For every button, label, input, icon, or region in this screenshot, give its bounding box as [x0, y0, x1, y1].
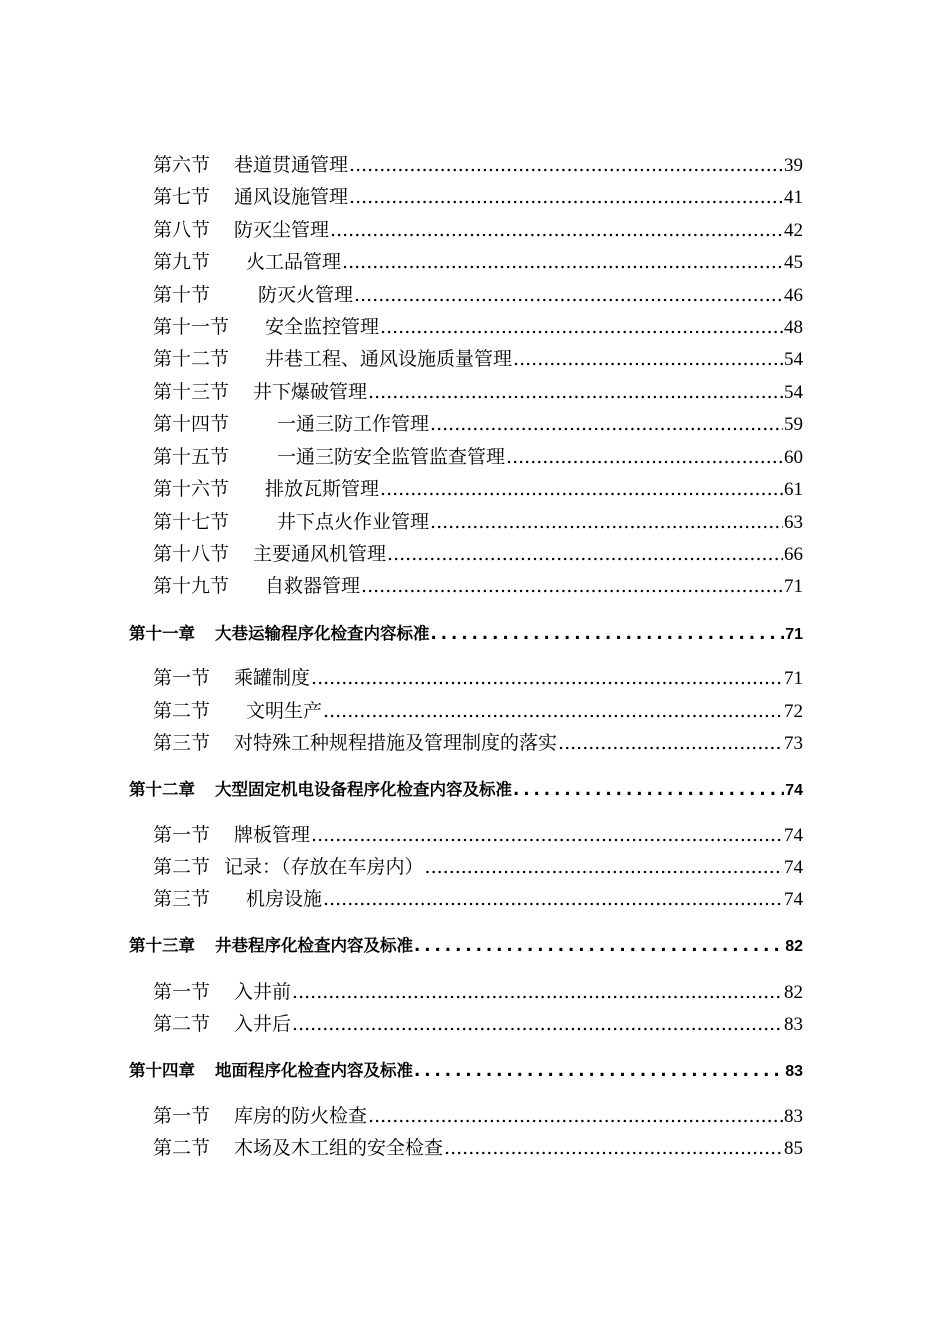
- toc-entry-number: 第二节: [153, 1013, 211, 1035]
- toc-chapter-page: 82: [785, 938, 803, 955]
- toc-dot-leader: [444, 1135, 783, 1161]
- toc-dot-leader: [354, 282, 783, 308]
- toc-entry-title: 乘罐制度: [234, 667, 311, 689]
- toc-chapter-page: 74: [785, 782, 803, 799]
- toc-chapter-entry[interactable]: [129, 777, 803, 803]
- toc-entry-title: 木场及木工组的安全检查: [234, 1137, 444, 1159]
- toc-entry[interactable]: [153, 346, 803, 372]
- toc-entry-title: 一通三防安全监管监查管理: [277, 446, 506, 468]
- toc-entry-number: 第十三节: [153, 381, 230, 403]
- toc-dot-leader: [292, 979, 783, 1005]
- toc-dot-leader: [292, 1011, 783, 1037]
- toc-entry[interactable]: [153, 282, 803, 308]
- toc-entry[interactable]: [153, 314, 803, 340]
- toc-entry-number: 第一节: [153, 981, 211, 1003]
- toc-entry-number: 第六节: [153, 154, 211, 176]
- toc-entry-page: 41: [784, 187, 803, 208]
- toc-chapter-number: 第十四章: [129, 1061, 195, 1080]
- toc-entry-page: 45: [784, 252, 803, 273]
- toc-entry-page: 61: [784, 479, 803, 500]
- toc-entry[interactable]: [153, 184, 803, 210]
- toc-chapter-title: 大巷运输程序化检查内容标准: [215, 624, 430, 643]
- toc-entry-number: 第九节: [153, 251, 211, 273]
- toc-entry-page: 54: [784, 349, 803, 370]
- toc-entry-page: 66: [784, 544, 803, 565]
- toc-entry-title: 防灭火管理: [258, 284, 354, 306]
- toc-entry-page: 85: [784, 1138, 803, 1159]
- toc-entry-page: 46: [784, 285, 803, 306]
- toc-dot-leader: [349, 152, 783, 178]
- toc-dot-leader: [425, 854, 783, 880]
- toc-entry-page: 74: [784, 889, 803, 910]
- toc-entry-title: 一通三防工作管理: [277, 413, 430, 435]
- toc-chapter-title: 大型固定机电设备程序化检查内容及标准: [215, 780, 512, 799]
- toc-dot-leader: [430, 509, 783, 535]
- toc-entry-title: 防灭尘管理: [234, 219, 330, 241]
- toc-entry-number: 第三节: [153, 888, 211, 910]
- toc-entry-page: 54: [784, 382, 803, 403]
- toc-entry-number: 第七节: [153, 186, 211, 208]
- toc-dot-leader: [513, 777, 784, 803]
- toc-dot-leader: [380, 314, 783, 340]
- toc-entry-title: 记录：（存放在车房内）: [224, 856, 424, 878]
- toc-chapter-number: 第十一章: [129, 624, 195, 643]
- toc-entry-page: 71: [784, 576, 803, 597]
- toc-dot-leader: [513, 346, 783, 372]
- toc-entry-number: 第八节: [153, 219, 211, 241]
- toc-entry-number: 第十节: [153, 284, 211, 306]
- toc-dot-leader: [323, 698, 783, 724]
- toc-entry-title: 巷道贯通管理: [234, 154, 349, 176]
- toc-dot-leader: [387, 541, 783, 567]
- toc-entry-number: 第一节: [153, 667, 211, 689]
- toc-entry-page: 59: [784, 414, 803, 435]
- toc-chapter-number: 第十三章: [129, 936, 195, 955]
- toc-dot-leader: [368, 379, 783, 405]
- toc-entry-page: 60: [784, 447, 803, 468]
- toc-entry-title: 主要通风机管理: [253, 543, 387, 565]
- toc-entry-number: 第一节: [153, 1105, 211, 1127]
- toc-chapter-number: 第十二章: [129, 780, 195, 799]
- toc-entry-title: 对特殊工种规程措施及管理制度的落实: [234, 732, 558, 754]
- toc-entry-number: 第十五节: [153, 446, 230, 468]
- toc-entry-title: 牌板管理: [234, 824, 311, 846]
- toc-dot-leader: [342, 249, 783, 275]
- toc-dot-leader: [430, 411, 783, 437]
- toc-entry-page: 48: [784, 317, 803, 338]
- toc-entry[interactable]: [153, 822, 803, 848]
- toc-entry-title: 安全监控管理: [265, 316, 380, 338]
- toc-dot-leader: [414, 1058, 784, 1084]
- toc-entry[interactable]: [153, 698, 803, 724]
- toc-entry-title: 入井前: [234, 981, 292, 1003]
- toc-entry-title: 自救器管理: [265, 575, 361, 597]
- toc-entry[interactable]: [153, 541, 803, 567]
- toc-entry-number: 第十四节: [153, 413, 230, 435]
- toc-entry-title: 通风设施管理: [234, 186, 349, 208]
- toc-entry[interactable]: [153, 1135, 803, 1161]
- toc-dot-leader: [558, 730, 783, 756]
- toc-dot-leader: [311, 822, 783, 848]
- toc-entry-number: 第十八节: [153, 543, 230, 565]
- toc-entry-page: 83: [784, 1014, 803, 1035]
- toc-entry[interactable]: [153, 509, 803, 535]
- toc-dot-leader: [311, 665, 783, 691]
- toc-chapter-title: 井巷程序化检查内容及标准: [215, 936, 413, 955]
- toc-entry-page: 74: [784, 857, 803, 878]
- toc-entry[interactable]: [153, 854, 803, 880]
- toc-dot-leader: [330, 217, 783, 243]
- toc-entry[interactable]: [153, 444, 803, 470]
- toc-entry[interactable]: [153, 1103, 803, 1129]
- toc-entry-title: 入井后: [234, 1013, 292, 1035]
- toc-entry[interactable]: [153, 217, 803, 243]
- toc-entry-title: 井巷工程、通风设施质量管理: [265, 348, 513, 370]
- toc-entry[interactable]: [153, 379, 803, 405]
- toc-entry-number: 第十九节: [153, 575, 230, 597]
- toc-chapter-entry[interactable]: [129, 621, 803, 647]
- toc-chapter-page: 83: [785, 1063, 803, 1080]
- toc-chapter-entry[interactable]: [129, 933, 803, 959]
- toc-entry[interactable]: [153, 573, 803, 599]
- toc-dot-leader: [414, 933, 784, 959]
- toc-entry-title: 文明生产: [246, 700, 323, 722]
- toc-dot-leader: [380, 476, 783, 502]
- toc-entry-page: 73: [784, 733, 803, 754]
- toc-entry-title: 库房的防火检查: [234, 1105, 368, 1127]
- toc-entry-page: 42: [784, 220, 803, 241]
- toc-entry-number: 第十六节: [153, 478, 230, 500]
- toc-dot-leader: [361, 573, 783, 599]
- toc-entry[interactable]: [153, 979, 803, 1005]
- toc-entry-page: 71: [784, 668, 803, 689]
- toc-entry-page: 63: [784, 512, 803, 533]
- toc-entry[interactable]: [153, 476, 803, 502]
- toc-entry[interactable]: [153, 152, 803, 178]
- toc-entry[interactable]: [153, 730, 803, 756]
- toc-entry-title: 井下点火作业管理: [277, 511, 430, 533]
- toc-entry[interactable]: [153, 411, 803, 437]
- toc-entry-number: 第一节: [153, 824, 211, 846]
- toc-dot-leader: [323, 886, 783, 912]
- toc-chapter-entry[interactable]: [129, 1058, 803, 1084]
- toc-chapter-title: 地面程序化检查内容及标准: [215, 1061, 413, 1080]
- toc-dot-leader: [368, 1103, 783, 1129]
- toc-entry-title: 火工品管理: [246, 251, 342, 273]
- toc-entry-page: 72: [784, 701, 803, 722]
- toc-entry-number: 第十二节: [153, 348, 230, 370]
- toc-dot-leader: [506, 444, 783, 470]
- toc-entry[interactable]: [153, 249, 803, 275]
- toc-entry-page: 83: [784, 1106, 803, 1127]
- toc-entry-number: 第三节: [153, 732, 211, 754]
- toc-entry-page: 82: [784, 982, 803, 1003]
- toc-dot-leader: [349, 184, 783, 210]
- toc-entry-number: 第二节: [153, 856, 211, 878]
- toc-entry-title: 排放瓦斯管理: [265, 478, 380, 500]
- toc-entry-number: 第二节: [153, 700, 211, 722]
- toc-entry-number: 第二节: [153, 1137, 211, 1159]
- toc-dot-leader: [431, 621, 785, 647]
- toc-chapter-page: 71: [785, 626, 803, 643]
- toc-entry-number: 第十一节: [153, 316, 230, 338]
- toc-entry[interactable]: [153, 1011, 803, 1037]
- toc-entry[interactable]: [153, 886, 803, 912]
- toc-entry-number: 第十七节: [153, 511, 230, 533]
- toc-entry-title: 机房设施: [246, 888, 323, 910]
- toc-entry-page: 74: [784, 825, 803, 846]
- toc-entry[interactable]: [153, 665, 803, 691]
- toc-entry-page: 39: [784, 155, 803, 176]
- toc-entry-title: 井下爆破管理: [253, 381, 368, 403]
